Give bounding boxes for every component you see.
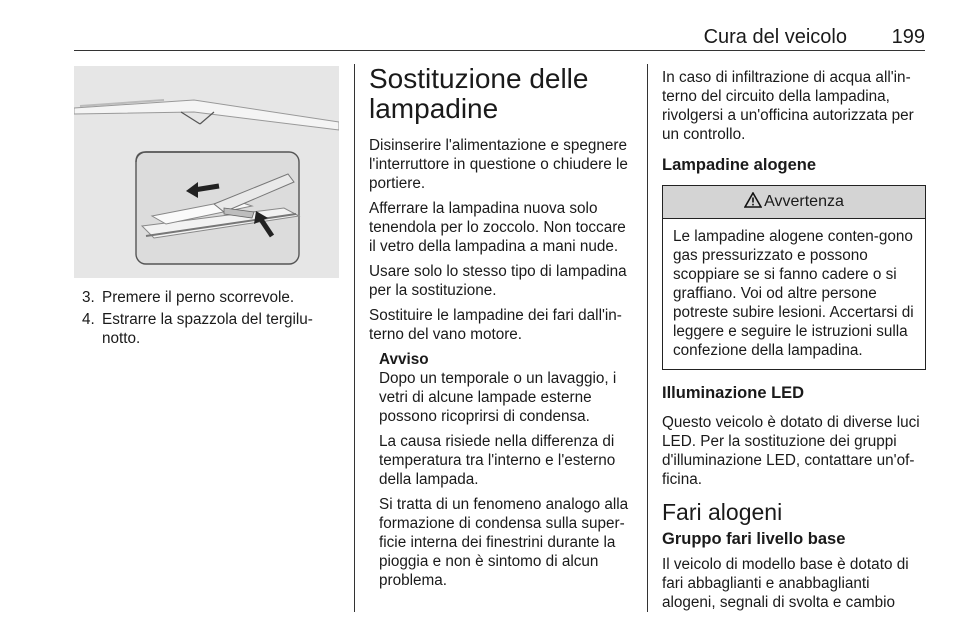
warning-box — [662, 185, 926, 370]
step-list — [82, 288, 337, 351]
note-paragraph: Dopo un temporale o un lavaggio, i vetri di alcune lampade esterne possono ricoprirsi di condensa. — [379, 370, 617, 425]
paragraph: Usare solo lo stesso tipo di lampadina per la sostituzione. — [369, 263, 627, 299]
list-item — [82, 288, 337, 307]
page-header — [74, 26, 925, 52]
main-column — [369, 64, 633, 596]
wiper-blade-illustration — [74, 66, 339, 278]
paragraph: Afferrare la lampadina nuova solo tenendola per lo zoccolo. Non toccare il vetro della lampadina a mani nude. — [369, 200, 626, 255]
step-number: 4. — [82, 311, 95, 328]
wiper-illustration-svg — [74, 66, 339, 278]
paragraph: Il veicolo di modello base è dotato di fari abbaglianti e anabbaglianti alogeni, segnali di svolta e cambio — [662, 556, 909, 611]
subsection-heading: Lampadine alogene — [662, 156, 817, 174]
warning-text: Le lampadine alogene conten-gono gas pressurizzato e possono scoppiare se si fanno cadere o si graffiano. Voi od altre persone potreste subire lesioni. Accertarsi di leggere e seguire le istruzioni sulla confezione della lampadina. — [673, 228, 914, 359]
intro-paragraph: In caso di infiltrazione di acqua all'in-terno del circuito della lampadina, rivolgersi a un'officina autorizzata per un controllo. — [662, 69, 914, 143]
warning-triangle-icon — [744, 192, 762, 213]
warning-header — [663, 186, 925, 219]
paragraph: Sostituire le lampadine dei fari dall'in-terno del vano motore. — [369, 307, 622, 343]
note-title: Avviso — [379, 351, 429, 368]
section-heading: Fari alogeni — [662, 499, 783, 525]
paragraph: Questo veicolo è dotato di diverse luci LED. Per la sostituzione dei gruppi d'illuminazione LED, contattare un'of-ficina. — [662, 414, 920, 488]
note-block — [379, 350, 633, 590]
subsection-heading: Illuminazione LED — [662, 384, 805, 402]
note-paragraph: La causa risiede nella differenza di temperatura tra l'interno e l'esterno della lampada. — [379, 433, 616, 488]
list-item — [82, 310, 337, 348]
header-rule — [74, 50, 925, 51]
page-number: 199 — [891, 26, 925, 48]
note-paragraph: Si tratta di un fenomeno analogo alla formazione di condensa sulla super-ficie interna dei finestrini durante la pioggia e non è sintomo di alcun problema. — [379, 496, 629, 589]
step-text: Estrarre la spazzola del tergilu-notto. — [102, 311, 313, 347]
step-number: 3. — [82, 289, 95, 306]
right-column — [662, 68, 926, 618]
subsection-heading: Gruppo fari livello base — [662, 530, 846, 548]
step-text: Premere il perno scorrevole. — [102, 289, 295, 306]
paragraph: Disinserire l'alimentazione e spegnere l'interruttore in questione o chiudere le portiere. — [369, 137, 628, 192]
section-title: Cura del veicolo — [703, 26, 847, 48]
section-heading: Sostituzione delle lampadine — [369, 63, 589, 124]
warning-title: Avvertenza — [764, 193, 844, 210]
column-divider-left — [354, 64, 355, 612]
column-divider-right — [647, 64, 648, 612]
